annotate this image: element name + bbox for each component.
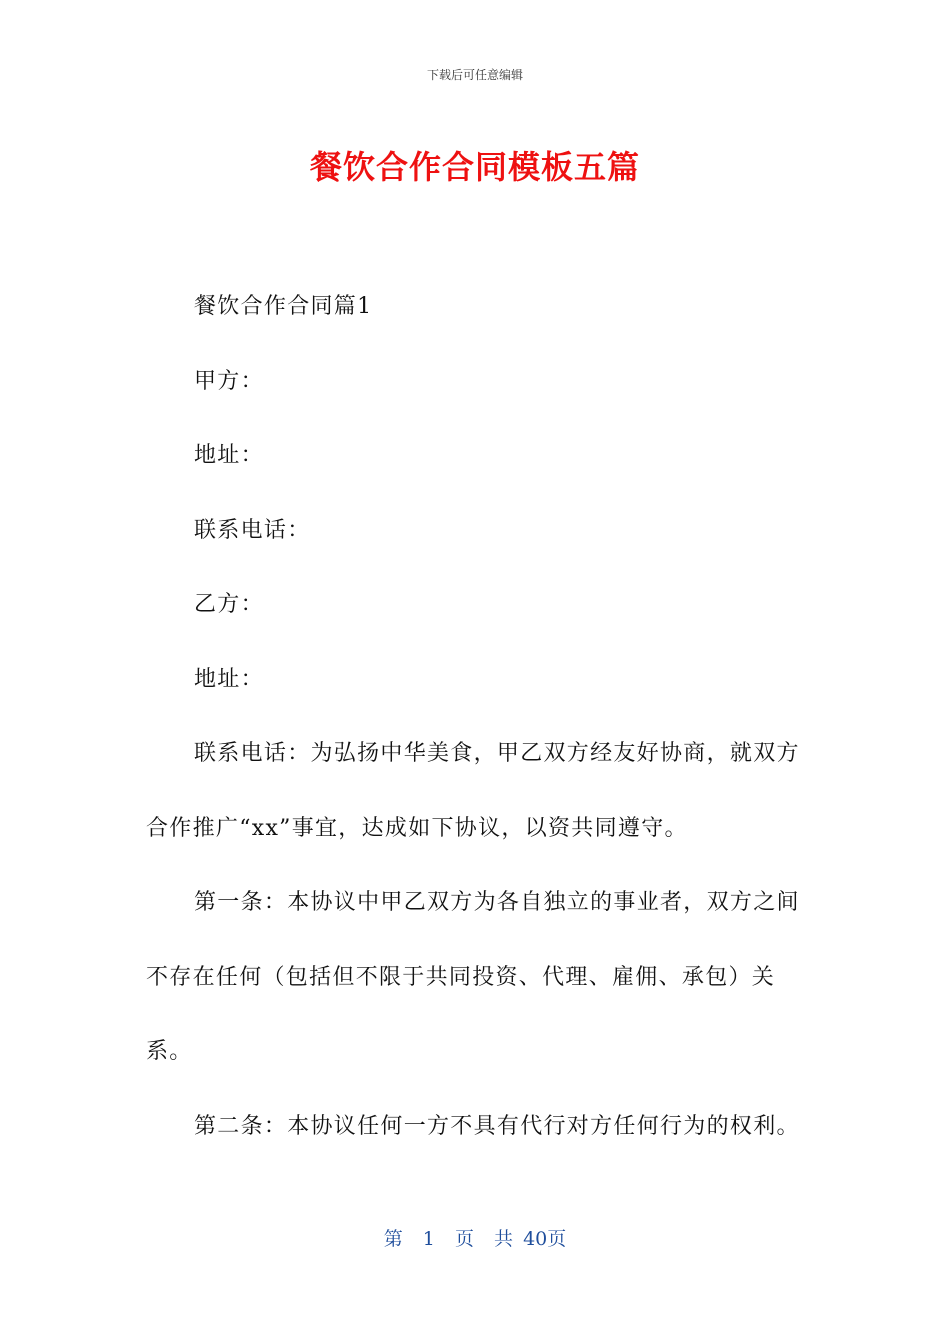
page-footer <box>0 1224 950 1251</box>
paragraph-party-b: 乙方： <box>194 592 264 617</box>
paragraph-article-2: 第二条：本协议任何一方不具有代行对方任何行为的权利。 <box>194 1113 800 1139</box>
paragraph-phone-b-preamble: 联系电话：为弘扬中华美食，甲乙双方经友好协商，就双方合作推广“xx”事宜，达成如下协议，以资共同遵守。 <box>146 741 800 841</box>
footer-page-word: 页 <box>454 1228 474 1250</box>
footer-total-prefix: 共 <box>494 1228 514 1250</box>
footer-page-prefix: 第 <box>383 1228 403 1250</box>
paragraph-address-b: 地址： <box>194 666 264 692</box>
header-note: 下载后可任意编辑 <box>426 68 523 82</box>
document-title: 餐饮合作合同模板五篇 <box>309 148 640 186</box>
paragraph-address-a: 地址： <box>194 443 264 468</box>
footer-current-page: 1 <box>422 1228 435 1250</box>
footer-total-pages: 40页 <box>523 1228 567 1250</box>
paragraph-section-heading: 餐饮合作合同篇1 <box>194 294 373 319</box>
paragraph-phone-a: 联系电话： <box>194 517 311 543</box>
paragraph-article-1: 第一条：本协议中甲乙双方为各自独立的事业者，双方之间不存在任何（包括但不限于共同投资、代理、雇佣、承包）关系。 <box>146 890 800 1064</box>
document-body <box>146 270 806 1164</box>
paragraph-party-a: 甲方： <box>194 368 264 394</box>
